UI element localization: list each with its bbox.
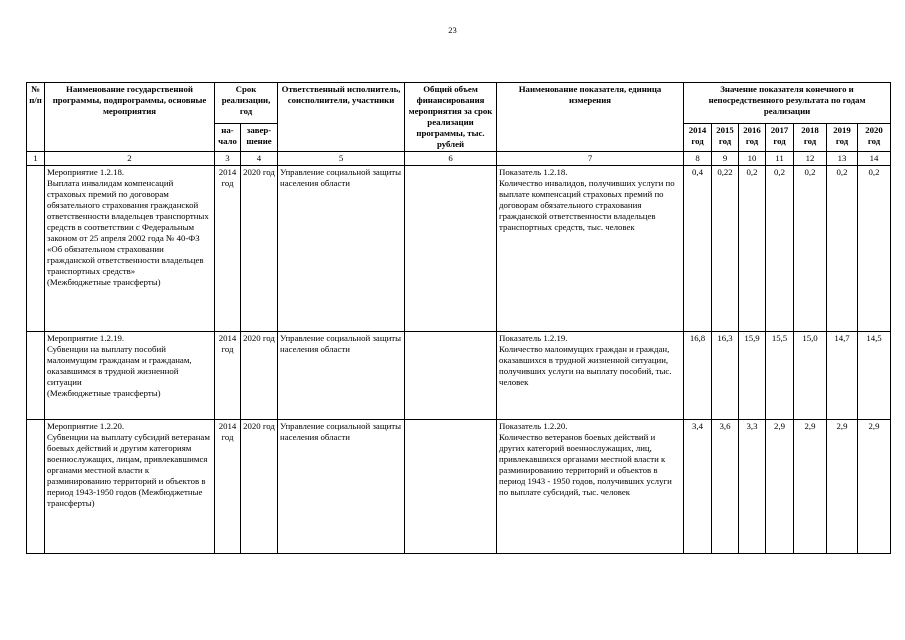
header-indicator: Наименование показателя, единица измерения [497, 83, 684, 152]
header-name: Наименование государственной программы, подпрограммы, основные мероприятия [45, 83, 215, 152]
indicator-value: 3,6 [712, 420, 739, 554]
indicator-value: 16,3 [712, 332, 739, 420]
column-number: 7 [497, 152, 684, 166]
column-number: 14 [858, 152, 891, 166]
indicator-value: 14,5 [858, 332, 891, 420]
term-start: 2014 год [215, 332, 241, 420]
measure-name: Мероприятие 1.2.19. Субвенции на выплату пособий малоимущим гражданам и гражданам, оказавшимся в трудной жизненной ситуации (Межбюджетные трансферты) [45, 332, 215, 420]
header-num: № п/п [27, 83, 45, 152]
column-number: 12 [794, 152, 827, 166]
column-number: 4 [241, 152, 278, 166]
responsible: Управление социальной защиты населения области [278, 420, 405, 554]
table-row [27, 420, 891, 554]
header-year: 2015 год [712, 124, 739, 152]
indicator-name: Показатель 1.2.20. Количество ветеранов боевых действий и других категорий военнослужащих, лиц, привлекавшихся органами местной власти к разминированию территорий и объектов в период 1943 - 1950 годов, получивших услуги по выплате субсидий, тыс. человек [497, 420, 684, 554]
page-number: 23 [448, 25, 457, 35]
header-term: Срок реализации, год [215, 83, 278, 124]
indicator-value: 2,9 [766, 420, 794, 554]
header-year: 2014 год [684, 124, 712, 152]
term-start: 2014 год [215, 166, 241, 332]
header-funding: Общий объем финансирования мероприятия за срок реализации программы, тыс. рублей [405, 83, 497, 152]
column-number: 1 [27, 152, 45, 166]
row-num [27, 420, 45, 554]
term-start: 2014 год [215, 420, 241, 554]
term-end: 2020 год [241, 420, 278, 554]
column-number: 3 [215, 152, 241, 166]
column-number: 9 [712, 152, 739, 166]
indicator-value: 14,7 [827, 332, 858, 420]
responsible: Управление социальной защиты населения области [278, 332, 405, 420]
header-term-end: завер-шение [241, 124, 278, 152]
indicator-value: 0,22 [712, 166, 739, 332]
indicator-value: 0,2 [794, 166, 827, 332]
indicator-name: Показатель 1.2.19. Количество малоимущих граждан и граждан, оказавшихся в трудной жизненной ситуации, получивших услуги на выплату пособий, тыс. человек [497, 332, 684, 420]
header-year: 2017 год [766, 124, 794, 152]
term-end: 2020 год [241, 166, 278, 332]
indicator-value: 15,0 [794, 332, 827, 420]
term-end: 2020 год [241, 332, 278, 420]
column-number: 13 [827, 152, 858, 166]
row-num [27, 166, 45, 332]
header-year: 2019 год [827, 124, 858, 152]
header-year: 2018 год [794, 124, 827, 152]
column-number-row [27, 152, 891, 166]
header-term-start: на-чало [215, 124, 241, 152]
measure-name: Мероприятие 1.2.20. Субвенции на выплату субсидий ветеранам боевых действий и другим категориям военнослужащих, лицам, привлекавшимся органами местной власти к разминированию территорий и объектов в период 1943-1950 годов (Межбюджетные трансферты) [45, 420, 215, 554]
column-number: 11 [766, 152, 794, 166]
indicator-value: 16,8 [684, 332, 712, 420]
indicator-value: 0,2 [858, 166, 891, 332]
header-year: 2020 год [858, 124, 891, 152]
indicator-value: 2,9 [794, 420, 827, 554]
indicator-value: 15,5 [766, 332, 794, 420]
program-table [26, 82, 891, 554]
funding [405, 332, 497, 420]
funding [405, 420, 497, 554]
column-number: 10 [739, 152, 766, 166]
indicator-value: 2,9 [827, 420, 858, 554]
indicator-value: 3,3 [739, 420, 766, 554]
indicator-value: 2,9 [858, 420, 891, 554]
funding [405, 166, 497, 332]
indicator-value: 3,4 [684, 420, 712, 554]
column-number: 8 [684, 152, 712, 166]
row-num [27, 332, 45, 420]
column-number: 6 [405, 152, 497, 166]
responsible: Управление социальной защиты населения области [278, 166, 405, 332]
header-responsible: Ответственный исполнитель, соисполнители, участники [278, 83, 405, 152]
header-values: Значение показателя конечного и непосредственного результата по годам реализации [684, 83, 891, 124]
table-row [27, 166, 891, 332]
indicator-value: 0,4 [684, 166, 712, 332]
indicator-value: 0,2 [827, 166, 858, 332]
table-row [27, 332, 891, 420]
header-year: 2016 год [739, 124, 766, 152]
measure-name: Мероприятие 1.2.18. Выплата инвалидам компенсаций страховых премий по договорам обязательного страхования гражданской ответственности владельцев транспортных средств в соответствии с Федеральным законом от 25 апреля 2002 года № 40-ФЗ «Об обязательном страховании гражданской ответственности владельцев транспортных средств» (Межбюджетные трансферты) [45, 166, 215, 332]
indicator-name: Показатель 1.2.18. Количество инвалидов, получивших услуги по выплате компенсаций страховых премий по договорам обязательного страхования гражданской ответственности владельцев транспортных средств, тыс. человек [497, 166, 684, 332]
indicator-value: 0,2 [739, 166, 766, 332]
indicator-value: 15,9 [739, 332, 766, 420]
column-number: 2 [45, 152, 215, 166]
column-number: 5 [278, 152, 405, 166]
indicator-value: 0,2 [766, 166, 794, 332]
